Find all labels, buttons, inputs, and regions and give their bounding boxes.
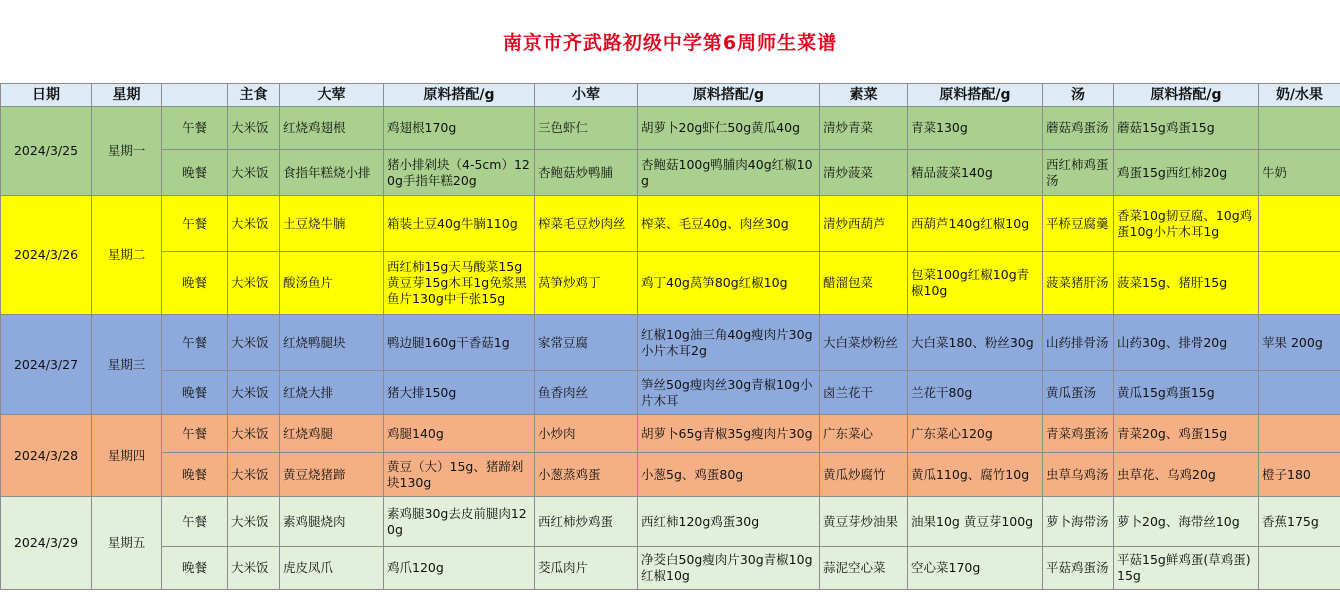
milk-fruit-cell xyxy=(1259,547,1340,590)
weekday-cell: 星期一 xyxy=(92,107,162,196)
table-row xyxy=(1,371,1340,415)
soup-ingredients-cell: 青菜20g、鸡蛋15g xyxy=(1114,415,1259,453)
main-meat-cell: 素鸡腿烧肉 xyxy=(280,497,384,547)
date-cell: 2024/3/25 xyxy=(1,107,92,196)
soup-ingredients-cell: 黄瓜15g鸡蛋15g xyxy=(1114,371,1259,415)
meal-cell: 午餐 xyxy=(162,107,228,150)
meal-cell: 午餐 xyxy=(162,315,228,371)
weekday-cell: 星期五 xyxy=(92,497,162,590)
vegetable-ingredients-cell: 兰花干80g xyxy=(908,371,1043,415)
soup-cell: 虫草乌鸡汤 xyxy=(1043,453,1114,497)
table-row xyxy=(1,453,1340,497)
side-meat-cell: 榨菜毛豆炒肉丝 xyxy=(535,196,638,252)
header-side-meat-ingredients: 原料搭配/g xyxy=(638,84,820,107)
header-row xyxy=(1,84,1340,107)
main-meat-ingredients-cell: 鸡腿140g xyxy=(384,415,535,453)
milk-fruit-cell xyxy=(1259,107,1340,150)
vegetable-ingredients-cell: 广东菜心120g xyxy=(908,415,1043,453)
milk-fruit-cell xyxy=(1259,196,1340,252)
main-meat-cell: 土豆烧牛腩 xyxy=(280,196,384,252)
soup-ingredients-cell: 香菜10g韧豆腐、10g鸡蛋10g小片木耳1g xyxy=(1114,196,1259,252)
main-meat-ingredients-cell: 鸡爪120g xyxy=(384,547,535,590)
table-row xyxy=(1,196,1340,252)
main-meat-ingredients-cell: 西红柿15g天马酸菜15g黄豆芽15g木耳1g免浆黑鱼片130g中千张15g xyxy=(384,252,535,315)
staple-cell: 大米饭 xyxy=(228,547,280,590)
side-meat-ingredients-cell: 笋丝50g瘦肉丝30g青椒10g小片木耳 xyxy=(638,371,820,415)
soup-ingredients-cell: 蘑菇15g鸡蛋15g xyxy=(1114,107,1259,150)
date-cell: 2024/3/28 xyxy=(1,415,92,497)
side-meat-cell: 家常豆腐 xyxy=(535,315,638,371)
meal-cell: 晚餐 xyxy=(162,371,228,415)
vegetable-cell: 醋溜包菜 xyxy=(820,252,908,315)
milk-fruit-cell: 香蕉175g xyxy=(1259,497,1340,547)
side-meat-ingredients-cell: 杏鲍菇100g鸭脯肉40g红椒10g xyxy=(638,150,820,196)
table-row xyxy=(1,415,1340,453)
staple-cell: 大米饭 xyxy=(228,315,280,371)
table-row xyxy=(1,252,1340,315)
side-meat-cell: 小葱蒸鸡蛋 xyxy=(535,453,638,497)
side-meat-ingredients-cell: 胡萝卜65g青椒35g瘦肉片30g xyxy=(638,415,820,453)
side-meat-ingredients-cell: 榨菜、毛豆40g、肉丝30g xyxy=(638,196,820,252)
main-meat-ingredients-cell: 猪小排剁块（4-5cm）120g手指年糕20g xyxy=(384,150,535,196)
date-cell: 2024/3/29 xyxy=(1,497,92,590)
soup-cell: 平菇鸡蛋汤 xyxy=(1043,547,1114,590)
soup-ingredients-cell: 山药30g、排骨20g xyxy=(1114,315,1259,371)
soup-cell: 菠菜猪肝汤 xyxy=(1043,252,1114,315)
vegetable-ingredients-cell: 黄瓜110g、腐竹10g xyxy=(908,453,1043,497)
table-row xyxy=(1,497,1340,547)
vegetable-cell: 清炒青菜 xyxy=(820,107,908,150)
meal-cell: 午餐 xyxy=(162,415,228,453)
vegetable-cell: 蒜泥空心菜 xyxy=(820,547,908,590)
header-staple: 主食 xyxy=(228,84,280,107)
weekday-cell: 星期二 xyxy=(92,196,162,315)
vegetable-ingredients-cell: 包菜100g红椒10g青椒10g xyxy=(908,252,1043,315)
table-row xyxy=(1,150,1340,196)
side-meat-ingredients-cell: 鸡丁40g莴笋80g红椒10g xyxy=(638,252,820,315)
staple-cell: 大米饭 xyxy=(228,107,280,150)
side-meat-ingredients-cell: 小葱5g、鸡蛋80g xyxy=(638,453,820,497)
meal-cell: 午餐 xyxy=(162,196,228,252)
staple-cell: 大米饭 xyxy=(228,453,280,497)
soup-cell: 黄瓜蛋汤 xyxy=(1043,371,1114,415)
vegetable-cell: 卤兰花干 xyxy=(820,371,908,415)
date-cell: 2024/3/26 xyxy=(1,196,92,315)
menu-table xyxy=(0,83,1340,590)
side-meat-ingredients-cell: 净茭白50g瘦肉片30g青椒10g红椒10g xyxy=(638,547,820,590)
soup-cell: 平桥豆腐羹 xyxy=(1043,196,1114,252)
header-milk-fruit: 奶/水果 xyxy=(1259,84,1340,107)
milk-fruit-cell xyxy=(1259,252,1340,315)
side-meat-cell: 西红柿炒鸡蛋 xyxy=(535,497,638,547)
header-main-meat-ingredients: 原料搭配/g xyxy=(384,84,535,107)
table-row xyxy=(1,107,1340,150)
vegetable-ingredients-cell: 油果10g 黄豆芽100g xyxy=(908,497,1043,547)
meal-cell: 午餐 xyxy=(162,497,228,547)
weekday-cell: 星期四 xyxy=(92,415,162,497)
main-meat-ingredients-cell: 素鸡腿30g去皮前腿肉120g xyxy=(384,497,535,547)
milk-fruit-cell: 橙子180 xyxy=(1259,453,1340,497)
main-meat-cell: 食指年糕烧小排 xyxy=(280,150,384,196)
soup-ingredients-cell: 菠菜15g、猪肝15g xyxy=(1114,252,1259,315)
staple-cell: 大米饭 xyxy=(228,150,280,196)
soup-ingredients-cell: 鸡蛋15g西红柿20g xyxy=(1114,150,1259,196)
vegetable-ingredients-cell: 大白菜180、粉丝30g xyxy=(908,315,1043,371)
soup-cell: 蘑菇鸡蛋汤 xyxy=(1043,107,1114,150)
table-row xyxy=(1,547,1340,590)
side-meat-ingredients-cell: 西红柿120g鸡蛋30g xyxy=(638,497,820,547)
vegetable-ingredients-cell: 青菜130g xyxy=(908,107,1043,150)
header-meal xyxy=(162,84,228,107)
milk-fruit-cell xyxy=(1259,371,1340,415)
soup-ingredients-cell: 萝卜20g、海带丝10g xyxy=(1114,497,1259,547)
soup-ingredients-cell: 虫草花、乌鸡20g xyxy=(1114,453,1259,497)
meal-cell: 晚餐 xyxy=(162,547,228,590)
staple-cell: 大米饭 xyxy=(228,196,280,252)
header-soup: 汤 xyxy=(1043,84,1114,107)
vegetable-ingredients-cell: 空心菜170g xyxy=(908,547,1043,590)
side-meat-cell: 莴笋炒鸡丁 xyxy=(535,252,638,315)
header-vegetable-ingredients: 原料搭配/g xyxy=(908,84,1043,107)
table-row xyxy=(1,315,1340,371)
staple-cell: 大米饭 xyxy=(228,415,280,453)
vegetable-ingredients-cell: 精品菠菜140g xyxy=(908,150,1043,196)
main-meat-ingredients-cell: 箱装土豆40g牛腩110g xyxy=(384,196,535,252)
meal-cell: 晚餐 xyxy=(162,453,228,497)
vegetable-cell: 清炒西葫芦 xyxy=(820,196,908,252)
soup-cell: 萝卜海带汤 xyxy=(1043,497,1114,547)
main-meat-cell: 酸汤鱼片 xyxy=(280,252,384,315)
side-meat-cell: 三色虾仁 xyxy=(535,107,638,150)
main-meat-ingredients-cell: 鸭边腿160g干香菇1g xyxy=(384,315,535,371)
main-meat-cell: 红烧鸡翅根 xyxy=(280,107,384,150)
header-main-meat: 大荤 xyxy=(280,84,384,107)
header-vegetable: 素菜 xyxy=(820,84,908,107)
soup-ingredients-cell: 平菇15g鲜鸡蛋(草鸡蛋)15g xyxy=(1114,547,1259,590)
side-meat-cell: 茭瓜肉片 xyxy=(535,547,638,590)
side-meat-ingredients-cell: 胡萝卜20g虾仁50g黄瓜40g xyxy=(638,107,820,150)
vegetable-cell: 大白菜炒粉丝 xyxy=(820,315,908,371)
staple-cell: 大米饭 xyxy=(228,252,280,315)
header-date: 日期 xyxy=(1,84,92,107)
header-soup-ingredients: 原料搭配/g xyxy=(1114,84,1259,107)
main-meat-cell: 红烧鸡腿 xyxy=(280,415,384,453)
main-meat-cell: 黄豆烧猪蹄 xyxy=(280,453,384,497)
main-meat-ingredients-cell: 黄豆（大）15g、猪蹄剁块130g xyxy=(384,453,535,497)
side-meat-cell: 杏鲍菇炒鸭脯 xyxy=(535,150,638,196)
vegetable-cell: 清炒菠菜 xyxy=(820,150,908,196)
weekday-cell: 星期三 xyxy=(92,315,162,415)
side-meat-cell: 鱼香肉丝 xyxy=(535,371,638,415)
main-meat-cell: 虎皮凤爪 xyxy=(280,547,384,590)
side-meat-ingredients-cell: 红椒10g油三角40g瘦肉片30g小片木耳2g xyxy=(638,315,820,371)
vegetable-cell: 广东菜心 xyxy=(820,415,908,453)
meal-cell: 晚餐 xyxy=(162,150,228,196)
main-meat-ingredients-cell: 鸡翅根170g xyxy=(384,107,535,150)
staple-cell: 大米饭 xyxy=(228,497,280,547)
staple-cell: 大米饭 xyxy=(228,371,280,415)
main-meat-ingredients-cell: 猪大排150g xyxy=(384,371,535,415)
soup-cell: 西红柿鸡蛋汤 xyxy=(1043,150,1114,196)
soup-cell: 青菜鸡蛋汤 xyxy=(1043,415,1114,453)
main-meat-cell: 红烧大排 xyxy=(280,371,384,415)
milk-fruit-cell xyxy=(1259,415,1340,453)
vegetable-cell: 黄瓜炒腐竹 xyxy=(820,453,908,497)
header-weekday: 星期 xyxy=(92,84,162,107)
header-side-meat: 小荤 xyxy=(535,84,638,107)
meal-cell: 晚餐 xyxy=(162,252,228,315)
main-meat-cell: 红烧鸭腿块 xyxy=(280,315,384,371)
side-meat-cell: 小炒肉 xyxy=(535,415,638,453)
milk-fruit-cell: 牛奶 xyxy=(1259,150,1340,196)
milk-fruit-cell: 苹果 200g xyxy=(1259,315,1340,371)
date-cell: 2024/3/27 xyxy=(1,315,92,415)
soup-cell: 山药排骨汤 xyxy=(1043,315,1114,371)
menu-title: 南京市齐武路初级中学第6周师生菜谱 xyxy=(502,32,838,54)
menu-title-row xyxy=(0,0,1340,84)
vegetable-ingredients-cell: 西葫芦140g红椒10g xyxy=(908,196,1043,252)
vegetable-cell: 黄豆芽炒油果 xyxy=(820,497,908,547)
